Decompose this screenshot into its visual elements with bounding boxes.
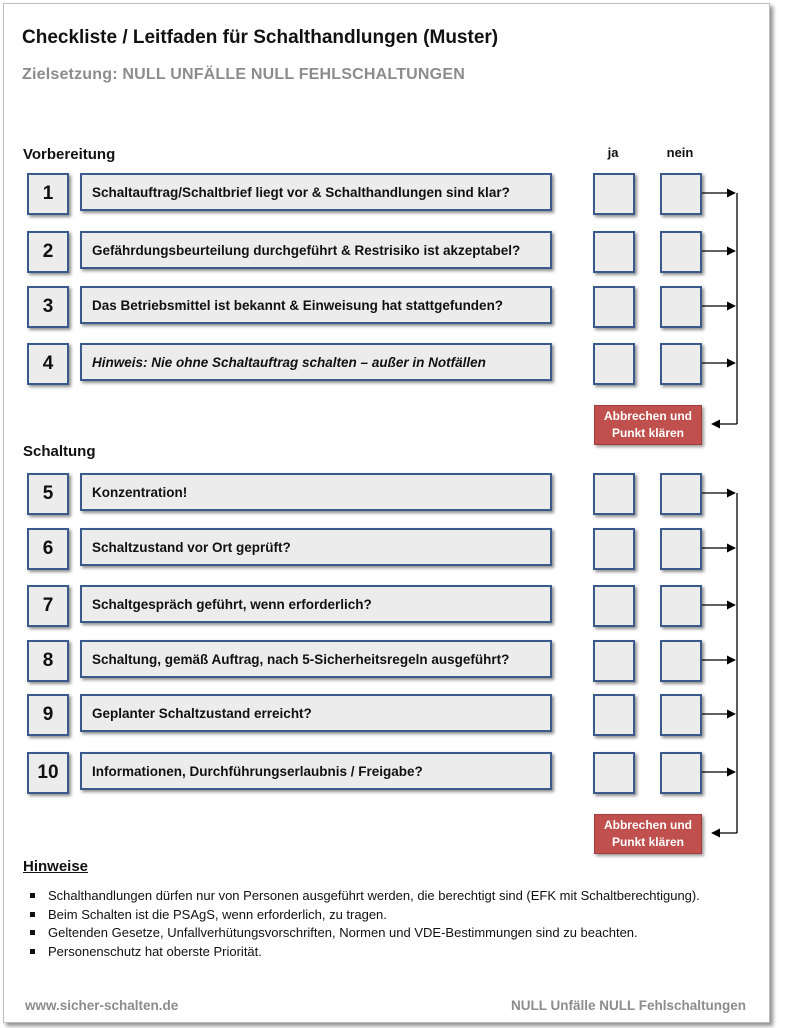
notes-list xyxy=(30,887,700,961)
checkbox-ja-3[interactable] xyxy=(593,286,635,328)
checkbox-ja-7[interactable] xyxy=(593,585,635,627)
goal-statement: Zielsetzung: NULL UNFÄLLE NULL FEHLSCHALTUNGEN xyxy=(22,66,465,83)
section-title-schaltung: Schaltung xyxy=(23,443,96,460)
checkbox-ja-4[interactable] xyxy=(593,343,635,385)
checkbox-ja-1[interactable] xyxy=(593,173,635,215)
item-number: 7 xyxy=(27,585,69,627)
item-question: Geplanter Schaltzustand erreicht? xyxy=(80,694,552,732)
note-text: Beim Schalten ist die PSAgS, wenn erforderlich, zu tragen. xyxy=(48,906,387,922)
page-frame xyxy=(3,3,770,1023)
footer-slogan: NULL Unfälle NULL Fehlschaltungen xyxy=(511,998,747,1013)
checkbox-nein-5[interactable] xyxy=(660,473,702,515)
section-title-vorbereitung: Vorbereitung xyxy=(23,146,116,163)
item-question: Informationen, Durchführungserlaubnis / Freigabe? xyxy=(80,752,552,790)
note-item xyxy=(30,924,700,943)
note-item xyxy=(30,887,700,906)
item-question: Konzentration! xyxy=(80,473,552,511)
column-label-nein: nein xyxy=(666,145,694,160)
abort-label-line2: Punkt klären xyxy=(611,426,684,440)
item-number: 4 xyxy=(27,343,69,385)
item-question: Schaltgespräch geführt, wenn erforderlich? xyxy=(80,585,552,623)
item-hint: Hinweis: Nie ohne Schaltauftrag schalten – außer in Notfällen xyxy=(80,343,552,381)
note-text: Personenschutz hat oberste Priorität. xyxy=(48,943,262,959)
abort-and-clarify-button[interactable] xyxy=(594,814,702,854)
checkbox-nein-4[interactable] xyxy=(660,343,702,385)
checkbox-nein-8[interactable] xyxy=(660,640,702,682)
checkbox-ja-5[interactable] xyxy=(593,473,635,515)
note-text: Geltenden Gesetze, Unfallverhütungsvorschriften, Normen und VDE-Bestimmungen sind zu beachten. xyxy=(48,925,638,940)
item-number: 6 xyxy=(27,528,69,570)
note-item xyxy=(30,906,700,925)
checkbox-nein-7[interactable] xyxy=(660,585,702,627)
item-number: 5 xyxy=(27,473,69,515)
item-number: 10 xyxy=(27,752,69,794)
abort-and-clarify-button[interactable] xyxy=(594,405,702,445)
checkbox-ja-9[interactable] xyxy=(593,694,635,736)
item-number: 9 xyxy=(27,694,69,736)
item-question: Das Betriebsmittel ist bekannt & Einweisung hat stattgefunden? xyxy=(80,286,552,324)
abort-label-line1: Abbrechen und xyxy=(603,818,692,832)
checkbox-nein-9[interactable] xyxy=(660,694,702,736)
bullet-icon xyxy=(30,949,35,954)
checkbox-ja-10[interactable] xyxy=(593,752,635,794)
notes-title: Hinweise xyxy=(23,858,89,875)
item-number: 3 xyxy=(27,286,69,328)
item-number: 8 xyxy=(27,640,69,682)
bullet-icon xyxy=(30,930,35,935)
checkbox-ja-2[interactable] xyxy=(593,231,635,273)
item-number: 2 xyxy=(27,231,69,273)
column-label-ja: ja xyxy=(607,145,619,160)
item-number: 1 xyxy=(27,173,69,215)
checkbox-nein-3[interactable] xyxy=(660,286,702,328)
checkbox-nein-1[interactable] xyxy=(660,173,702,215)
checkbox-ja-8[interactable] xyxy=(593,640,635,682)
footer-website: www.sicher-schalten.de xyxy=(25,998,179,1013)
abort-label-line2: Punkt klären xyxy=(611,835,684,849)
bullet-icon xyxy=(30,912,35,917)
item-question: Schaltauftrag/Schaltbrief liegt vor & Schalthandlungen sind klar? xyxy=(80,173,552,211)
abort-label-line1: Abbrechen und xyxy=(603,409,692,423)
note-item xyxy=(30,943,700,962)
checkbox-nein-2[interactable] xyxy=(660,231,702,273)
checkbox-ja-6[interactable] xyxy=(593,528,635,570)
note-text: Schalthandlungen dürfen nur von Personen ausgeführt werden, die berechtigt sind (EFK mit Schaltberechtigung). xyxy=(48,888,700,903)
checkbox-nein-10[interactable] xyxy=(660,752,702,794)
document-title: Checkliste / Leitfaden für Schalthandlungen (Muster) xyxy=(22,27,499,48)
checkbox-nein-6[interactable] xyxy=(660,528,702,570)
item-question: Gefährdungsbeurteilung durchgeführt & Restrisiko ist akzeptabel? xyxy=(80,231,552,269)
item-question: Schaltung, gemäß Auftrag, nach 5-Sicherheitsregeln ausgeführt? xyxy=(80,640,552,678)
item-question: Schaltzustand vor Ort geprüft? xyxy=(80,528,552,566)
bullet-icon xyxy=(30,893,35,898)
